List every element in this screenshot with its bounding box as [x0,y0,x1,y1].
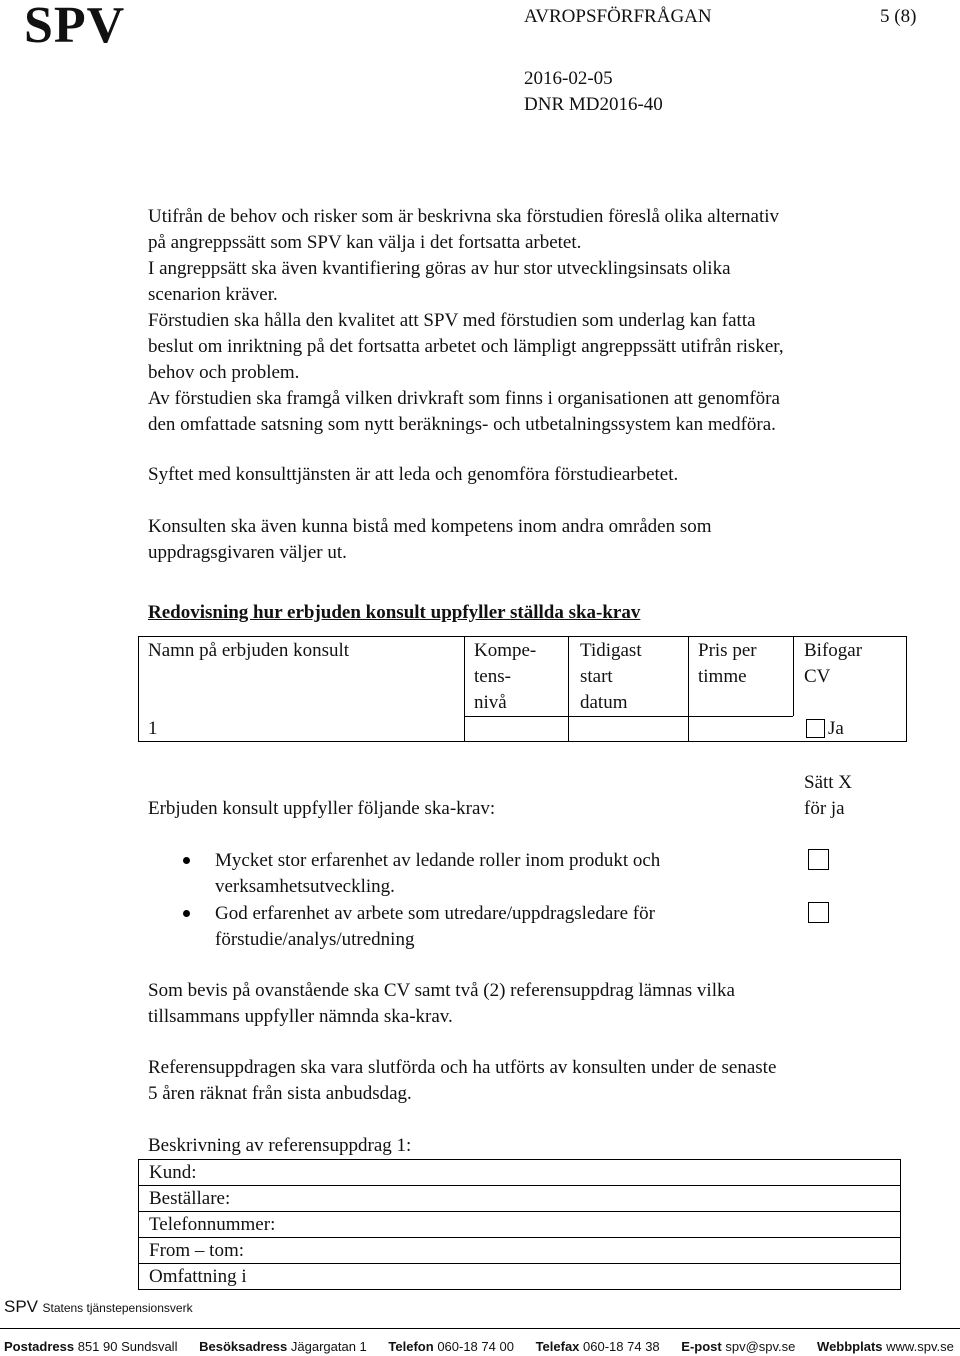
text-line: uppdragsgivaren väljer ut. [148,542,347,563]
consultant-table [138,636,907,742]
footer-label: E-post [681,1339,722,1354]
header-line: Bifogar [804,640,863,661]
footer-value: Jägargatan 1 [290,1339,367,1354]
reference-row-label: Omfattning i [149,1266,247,1287]
text-line: verksamhetsutveckling. [215,876,395,897]
column-header-price [698,638,757,690]
reference-row-label: From – tom: [149,1240,245,1261]
text-line: behov och problem. [148,362,300,383]
header-line: Kompe- [474,640,537,661]
reference-form-title: Beskrivning av referensuppdrag 1: [148,1135,412,1156]
text-line: Av förstudien ska framgå vilken drivkraft som finns i organisationen att genomföra [148,388,780,409]
footer-value: 851 90 Sundsvall [77,1339,178,1354]
footer-org-short: SPV [4,1297,39,1316]
reference-row-label: Beställare: [149,1188,231,1209]
footer-contact [4,1338,954,1356]
text-line: scenarion kräver. [148,284,278,305]
header-line: nivå [474,692,507,713]
reference-note [148,1055,908,1107]
reference-row-label: Telefonnummer: [149,1214,276,1235]
reference-row[interactable] [138,1185,901,1212]
text-line: Mycket stor erfarenhet av ledande roller inom produkt och [215,850,661,871]
footer-label: Besöksadress [199,1339,288,1354]
text-line: beslut om inriktning på det fortsatta arbetet och lämpligt angreppssätt utifrån risker, [148,336,784,357]
cv-checkbox-label: Ja [828,718,844,739]
header-line: tens- [474,666,511,687]
footer-label: Telefax [535,1339,580,1354]
requirement-item [215,848,660,900]
column-header-competence [474,638,536,716]
text-line: Förstudien ska hålla den kvalitet att SPV med förstudien som underlag kan fatta [148,310,756,331]
column-header-name: Namn på erbjuden konsult [148,640,350,661]
cv-checkbox[interactable] [806,719,825,738]
footer-label: Webbplats [817,1339,883,1354]
text-line: Syftet med konsulttjänsten är att leda och genomföra förstudiearbetet. [148,464,679,485]
text-line: på angreppssätt som SPV kan välja i det fortsatta arbetet. [148,232,582,253]
text-line: den omfattade satsning som nytt beräknings- och utbetalningssystem kan medföra. [148,414,776,435]
reference-row[interactable] [138,1211,901,1238]
proof-paragraph [148,978,908,1030]
footer-website[interactable]: www.spv.se [886,1339,954,1354]
mark-label-line: för ja [804,798,845,819]
header-line: CV [804,666,831,687]
document-date: 2016-02-05 [524,68,613,89]
footer-email[interactable]: spv@spv.se [725,1339,796,1354]
section-heading [148,600,640,626]
text-line: Utifrån de behov och risker som är beskrivna ska förstudien föreslå olika alternativ [148,206,780,227]
consultant-paragraph [148,514,908,566]
requirement-checkbox[interactable] [808,902,829,923]
footer-label: Postadress [4,1339,75,1354]
footer-org-name: Statens tjänstepensionsverk [42,1301,193,1315]
text-line: förstudie/analys/utredning [215,929,415,950]
reference-row-label: Kund: [149,1162,197,1183]
text-line: 5 åren räknat från sista anbudsdag. [148,1083,412,1104]
row-number: 1 [148,718,158,739]
bullet-icon [183,857,190,864]
document-type: AVROPSFÖRFRÅGAN [524,6,712,27]
requirements-intro: Erbjuden konsult uppfyller följande ska-krav: [148,798,496,819]
page-number: 5 (8) [880,6,917,27]
mark-label [804,770,852,822]
header-line: datum [580,692,628,713]
text-line: Referensuppdragen ska vara slutförda och ha utförts av konsulten under de senaste [148,1057,777,1078]
section-heading-text: Redovisning hur erbjuden konsult uppfyller ställda ska-krav [148,602,641,623]
purpose-paragraph [148,462,908,488]
column-header-cv [804,638,862,690]
reference-row[interactable] [138,1237,901,1264]
header-line: Tidigast [580,640,642,661]
text-line: God erfarenhet av arbete som utredare/uppdragsledare för [215,903,655,924]
footer-label: Telefon [388,1339,434,1354]
document-dnr: DNR MD2016-40 [524,94,663,115]
reference-row[interactable] [138,1159,901,1186]
column-header-start-date [580,638,642,716]
text-line: Konsulten ska även kunna bistå med kompetens inom andra områden som [148,516,712,537]
intro-paragraph [148,204,908,438]
footer-org [4,1297,193,1317]
text-line: tillsammans uppfyller nämnda ska-krav. [148,1006,453,1027]
header-line: start [580,666,613,687]
header-line: Pris per [698,640,757,661]
requirement-item [215,901,655,953]
footer-divider [0,1328,960,1329]
footer-value: 060-18 74 00 [437,1339,514,1354]
footer-value: 060-18 74 38 [583,1339,660,1354]
mark-label-line: Sätt X [804,772,853,793]
spv-logo: SPV [24,0,126,54]
text-line: I angreppsätt ska även kvantifiering göras av hur stor utvecklingsinsats olika [148,258,731,279]
reference-row[interactable] [138,1263,901,1290]
bullet-icon [183,910,190,917]
requirement-checkbox[interactable] [808,849,829,870]
text-line: Som bevis på ovanstående ska CV samt två (2) referensuppdrag lämnas vilka [148,980,735,1001]
header-line: timme [698,666,747,687]
